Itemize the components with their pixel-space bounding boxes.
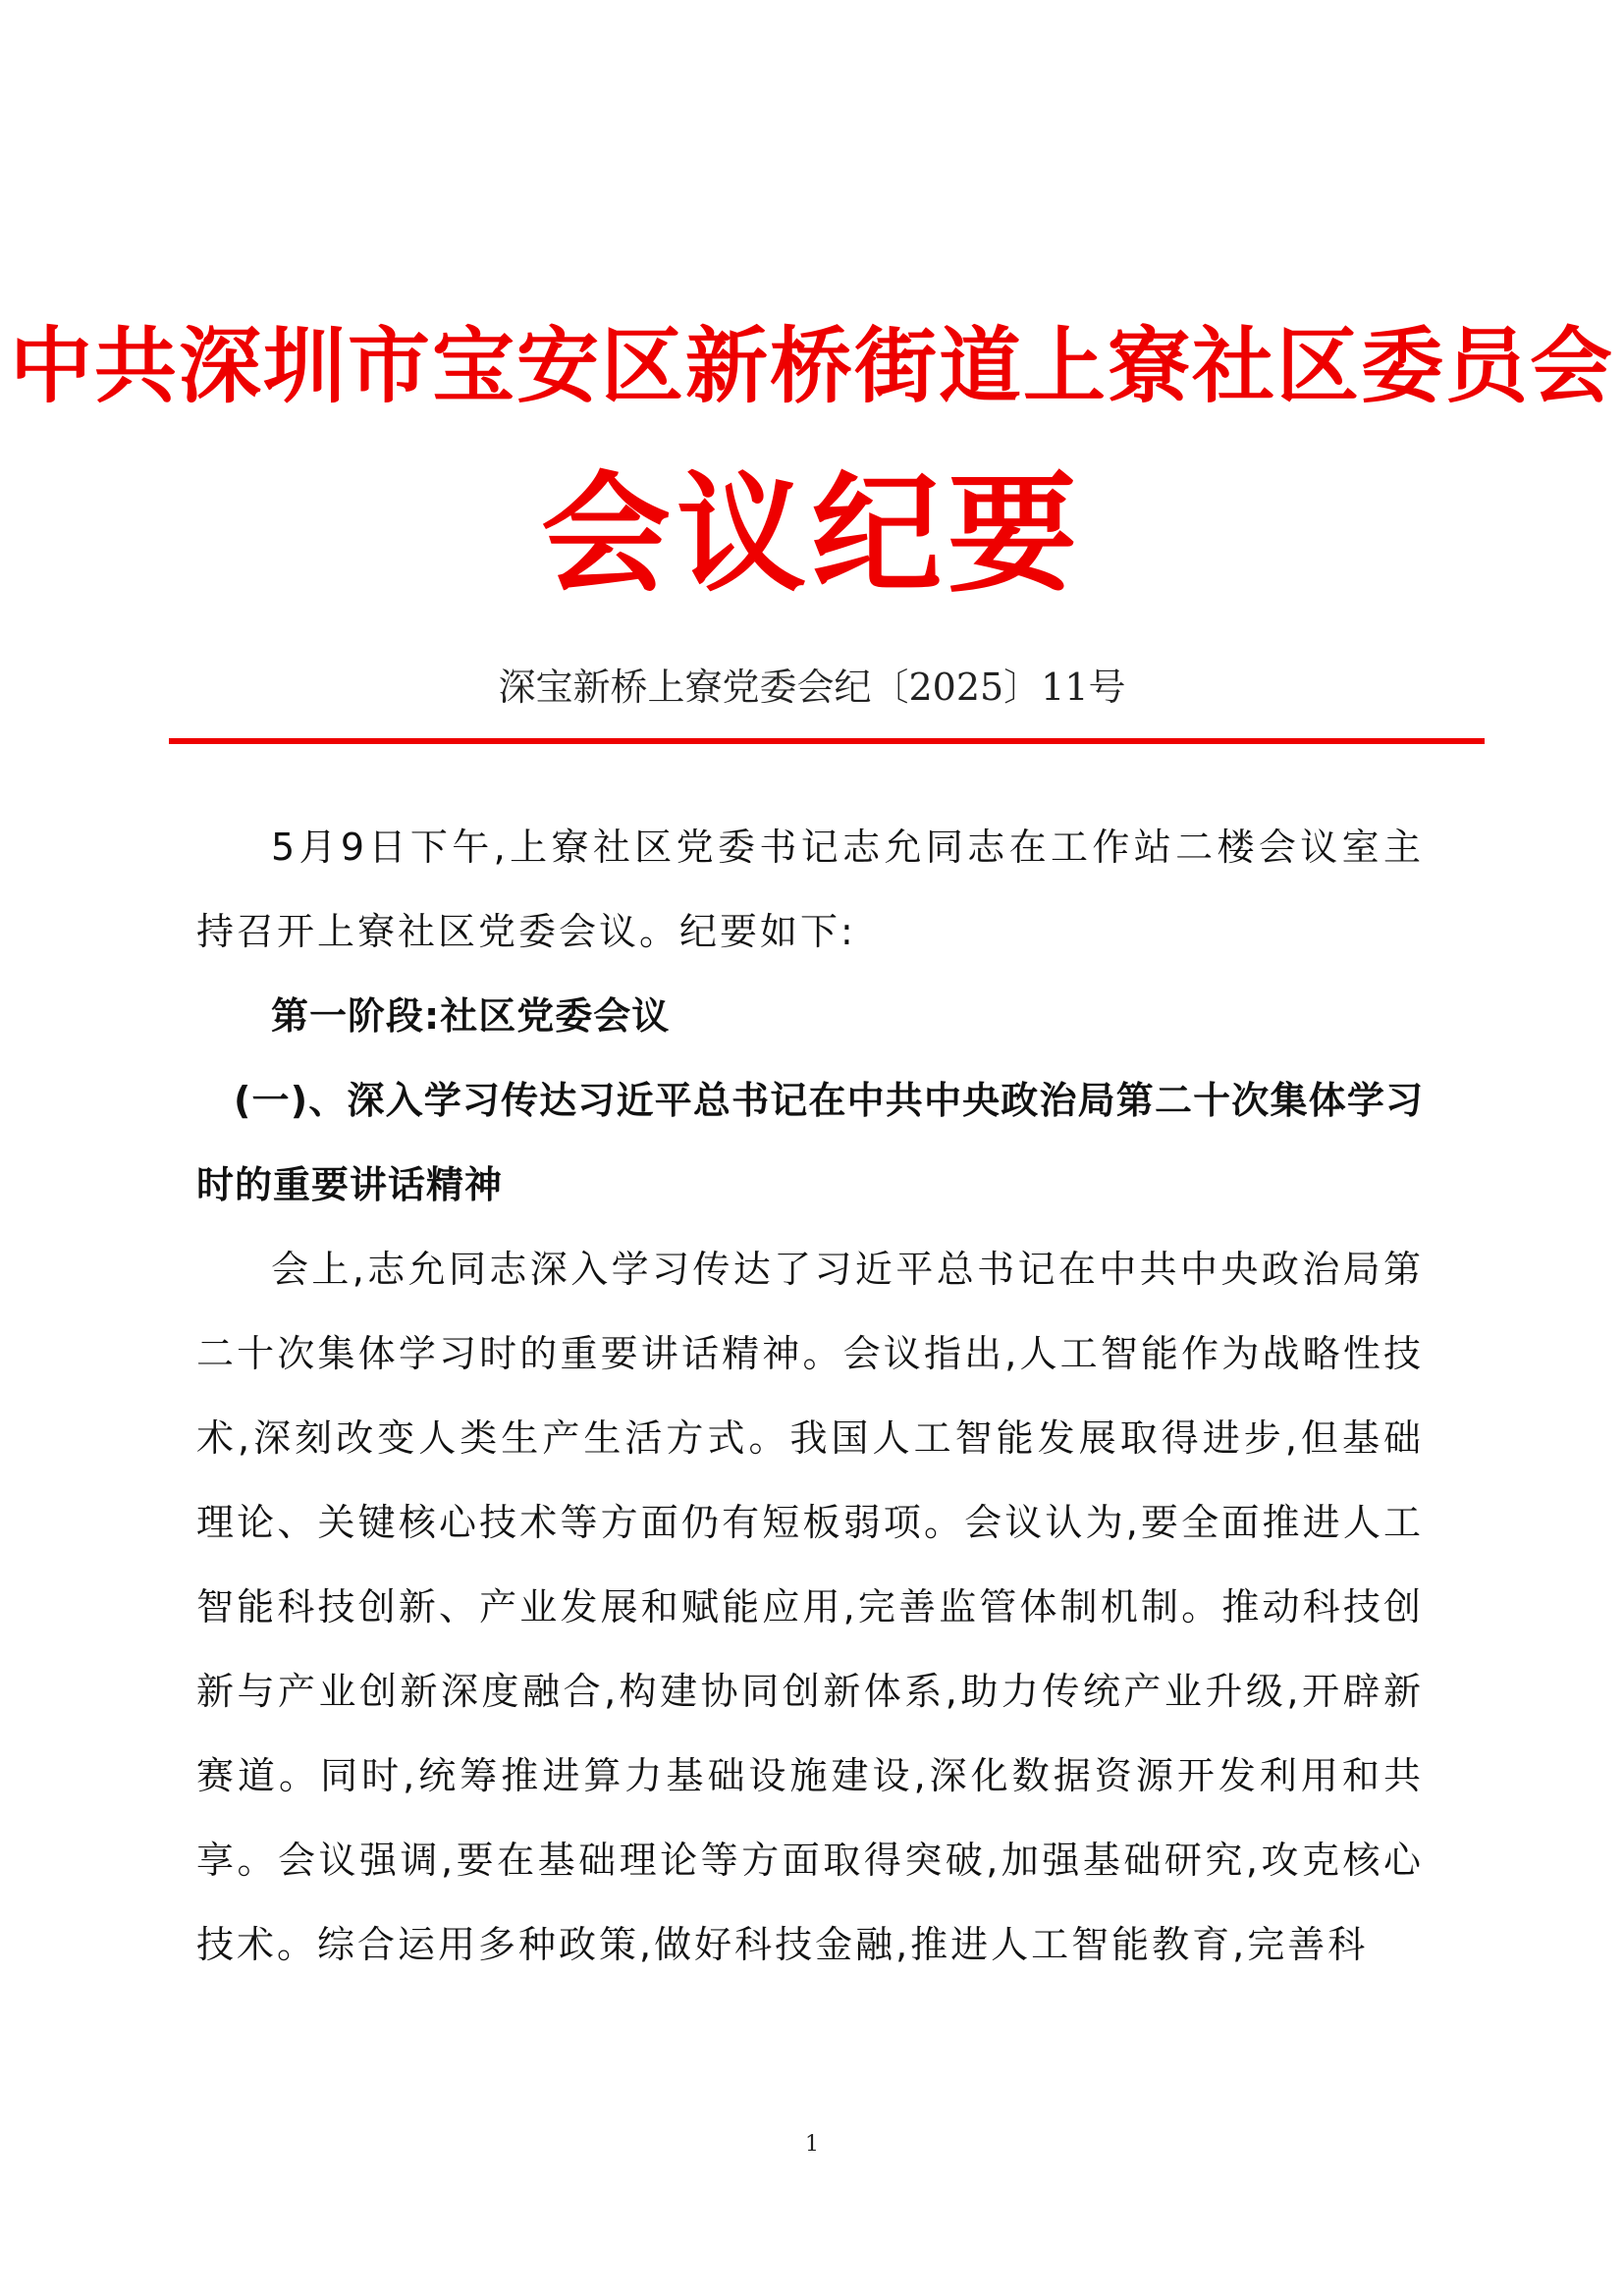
document-number: 深宝新桥上寮党委会纪〔2025〕11号: [498, 666, 1126, 709]
item-paragraph: 会上,志允同志深入学习传达了习近平总书记在中共中央政治局第二十次集体学习时的重要讲话精神。会议指出,人工智能作为战略性技术,深刻改变人类生产生活方式。我国人工智能发展取得进步,但基础理论、关键核心技术等方面仍有短板弱项。会议认为,要全面推进人工智能科技创新、产业发展和赋能应用,完善监管体制机制。推动科技创新与产业创新深度融合,构建协同创新体系,助力传统产业升级,开辟新赛道。同时,统筹推进算力基础设施建设,深化数据资源开发利用和共享。会议强调,要在基础理论等方面取得突破,加强基础研究,攻克核心技术。综合运用多种政策,做好科技金融,推进人工智能教育,完善科: [196, 1248, 1424, 1966]
intro-paragraph: 5月9日下午,上寮社区党委书记志允同志在工作站二楼会议室主持召开上寮社区党委会议。纪要如下:: [196, 826, 1424, 953]
page-number: 1: [805, 2132, 819, 2157]
document-type-title: 会议纪要: [541, 458, 1083, 611]
red-divider-line: [169, 738, 1485, 744]
section-heading: 第一阶段:社区党委会议: [271, 994, 671, 1038]
document-body: [196, 805, 1424, 1987]
organization-title: 中共深圳市宝安区新桥街道上寮社区委员会: [9, 317, 1614, 414]
item-heading: (一)、深入学习传达习近平总书记在中共中央政治局第二十次集体学习时的重要讲话精神: [196, 1079, 1424, 1206]
